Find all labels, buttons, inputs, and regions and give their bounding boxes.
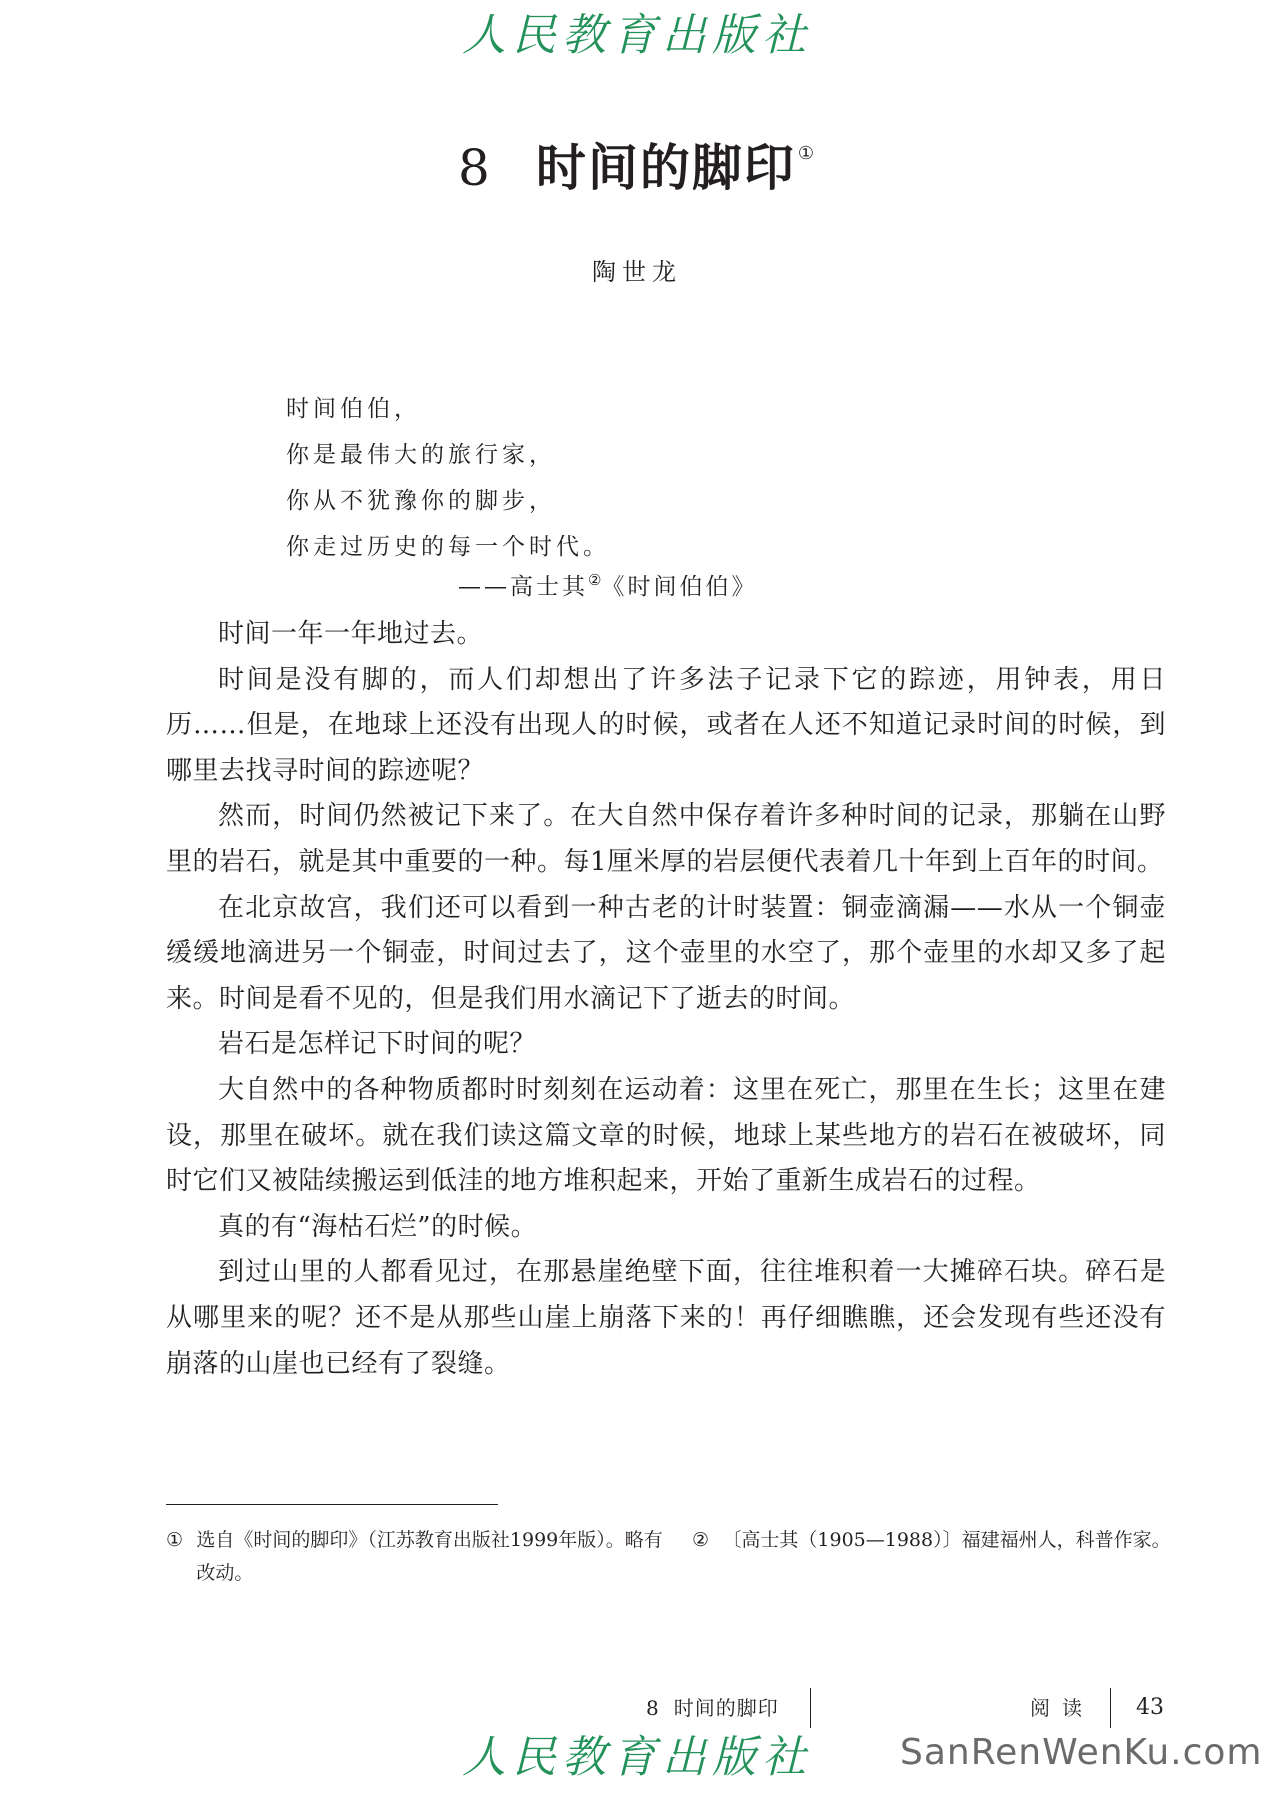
title-footnote-mark[interactable]: ① — [797, 143, 816, 164]
footer-chapter-number: 8 — [646, 1696, 660, 1720]
epigraph-source — [458, 568, 757, 601]
paragraph: 到过山里的人都看见过，在那悬崖绝壁下面，往往堆积着一大摊碎石块。碎石是从哪里来的呢？还不是从那些山崖上崩落下来的！再仔细瞧瞧，还会发现有些还没有崩落的山崖也已经有了裂缝。 — [166, 1257, 1166, 1379]
article-body — [166, 612, 1166, 1387]
footer-section: 阅读 — [1030, 1696, 1094, 1720]
lesson-number: 8 — [458, 139, 492, 197]
lesson-title — [0, 128, 1274, 200]
footer-divider — [1110, 1688, 1111, 1728]
epigraph-poem — [286, 386, 610, 570]
publisher-logo-top: 人民教育出版社 — [462, 10, 812, 61]
epigraph-source-author: ——高士其 — [458, 574, 588, 600]
page-number: 43 — [1136, 1695, 1164, 1720]
footnote-divider — [166, 1504, 498, 1505]
epigraph-line: 你走过历史的每一个时代。 — [286, 534, 610, 560]
paragraph: 然而，时间仍然被记下来了。在大自然中保存着许多种时间的记录，那躺在山野里的岩石，就是其中重要的一种。每1厘米厚的岩层便代表着几十年到上百年的时间。 — [166, 801, 1166, 877]
footer-divider — [810, 1688, 811, 1728]
paragraph: 在北京故宫，我们还可以看到一种古老的计时装置：铜壶滴漏——水从一个铜壶缓缓地滴进另一个铜壶，时间过去了，这个壶里的水空了，那个壶里的水却又多了起来。时间是看不见的，但是我们用水滴记下了逝去的时间。 — [166, 892, 1166, 1014]
paragraph: 真的有“海枯石烂”的时候。 — [218, 1211, 538, 1242]
publisher-logo-bottom: 人民教育出版社 — [462, 1732, 812, 1783]
paragraph: 时间一年一年地过去。 — [218, 619, 484, 649]
epigraph-line: 你是最伟大的旅行家， — [286, 442, 556, 468]
footnote-mark: ② — [692, 1529, 710, 1551]
footnote-2 — [692, 1524, 1194, 1557]
paragraph: 时间是没有脚的，而人们却想出了许多法子记录下它的踪迹，用钟表，用日历……但是，在地球上还没有出现人的时候，或者在人还不知道记录时间的时候，到哪里去找寻时间的踪迹呢？ — [166, 664, 1166, 786]
lesson-title-text: 时间的脚印 — [535, 139, 796, 197]
footer-chapter-title: 时间的脚印 — [673, 1696, 779, 1720]
footnote-text: 〔高士其（1905—1988）〕福建福州人，科普作家。 — [722, 1529, 1171, 1551]
paragraph: 大自然中的各种物质都时时刻刻在运动着：这里在死亡，那里在生长；这里在建设，那里在破坏。就在我们读这篇文章的时候，地球上某些地方的岩石在被破坏，同时它们又被陆续搬运到低洼的地方堆积起来，开始了重新生成岩石的过程。 — [166, 1074, 1166, 1197]
running-footer-chapter — [646, 1694, 779, 1722]
epigraph-line: 时间伯伯， — [286, 396, 421, 422]
epigraph-footnote-mark[interactable]: ② — [588, 571, 602, 589]
site-watermark: SanRenWenKu.com — [900, 1732, 1263, 1773]
footnote-mark: ① — [166, 1529, 184, 1551]
epigraph-line: 你从不犹豫你的脚步， — [286, 488, 556, 514]
epigraph-source-title: 《时间伯伯》 — [601, 574, 758, 600]
footnote-1 — [166, 1524, 670, 1590]
footnote-text: 选自《时间的脚印》（江苏教育出版社1999年版）。略有改动。 — [196, 1529, 663, 1584]
author-name: 陶世龙 — [592, 258, 682, 286]
paragraph: 岩石是怎样记下时间的呢？ — [218, 1029, 537, 1060]
